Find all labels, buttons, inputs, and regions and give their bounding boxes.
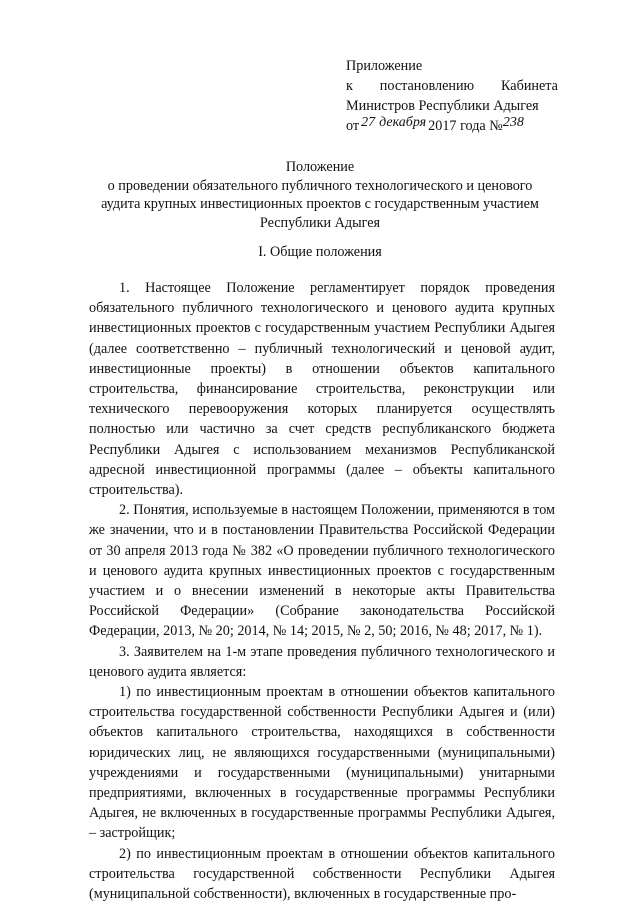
annex-word: к [346, 78, 353, 94]
handwritten-day: 27 [361, 115, 376, 130]
handwritten-month: декабря [379, 115, 427, 130]
title-line: Положение [285, 159, 355, 175]
paragraph: 3. Заявителем на 1-м этапе проведения публичного технологического и ценового аудита является: [89, 643, 555, 680]
annex-block [346, 56, 558, 137]
date-rest: 2017 года № [428, 118, 503, 134]
paragraph: 2. Понятия, используемые в настоящем Положении, применяются в том же значении, что и в постановлении Правительства Российской Федерации от 30 апреля 2013 года № 382 «О проведении публичного технологического и ценового аудита крупных инвестиционных проектов с государственным участием и о внесении изменений в некоторые акты Правительства Российской Федерации» (Собрание законодательства Российской Федерации, 2013, № 20; 2014, № 14; 2015, № 2, 50; 2016, № 48; 2017, № 1). [89, 502, 555, 640]
handwritten-number: 238 [502, 115, 524, 130]
annex-issuer: Министров Республики Адыгея [346, 98, 539, 114]
section-heading: I. Общие положения [258, 244, 382, 260]
annex-heading: Приложение [346, 58, 423, 74]
paragraph: 1. Настоящее Положение регламентирует порядок проведения обязательного публичного технологического и ценового аудита крупных инвестиционных проектов с государственным участием Республики Адыгея (далее соответственно – публичный технологический и ценовой аудит, инвестиционные проекты) в отношении объектов капитального строительства, финансирование строительства, реконструкции или технического перевооружения которых планируется осуществлять полностью или частично за счет средств республиканского бюджета Республики Адыгея с использованием механизмов Республиканской адресной инвестиционной программы (далее – объекты капитального строительства). [89, 280, 555, 499]
annex-date-line [346, 116, 558, 137]
title-line: аудита крупных инвестиционных проектов с государственным участием [101, 196, 539, 212]
document-body [89, 278, 555, 904]
title-line: о проведении обязательного публичного технологического и ценового [107, 177, 533, 194]
paragraph: 1) по инвестиционным проектам в отношении объектов капитального строительства государственной собственности Республики Адыгея и (или) объектов капитального строительства, находящихся в собственности юридических лиц, не являющихся государственными (муниципальными) учреждениями и государственными (муниципальными) унитарными предприятиями, включенных в государственные программы Республики Адыгея, не включенных в государственные программы Республики Адыгея, – застройщик; [89, 684, 555, 842]
annex-reference-line [346, 76, 558, 96]
annex-word: постановлению [379, 78, 475, 94]
date-prefix: от [346, 118, 360, 134]
document-title [60, 158, 580, 232]
paragraph: 2) по инвестиционным проектам в отношении объектов капитального строительства государственной собственности Республики Адыгея (муниципальной собственности), включенных в государственные про- [89, 845, 555, 903]
title-line: Республики Адыгея [259, 214, 381, 231]
annex-word: Кабинета [501, 78, 558, 94]
